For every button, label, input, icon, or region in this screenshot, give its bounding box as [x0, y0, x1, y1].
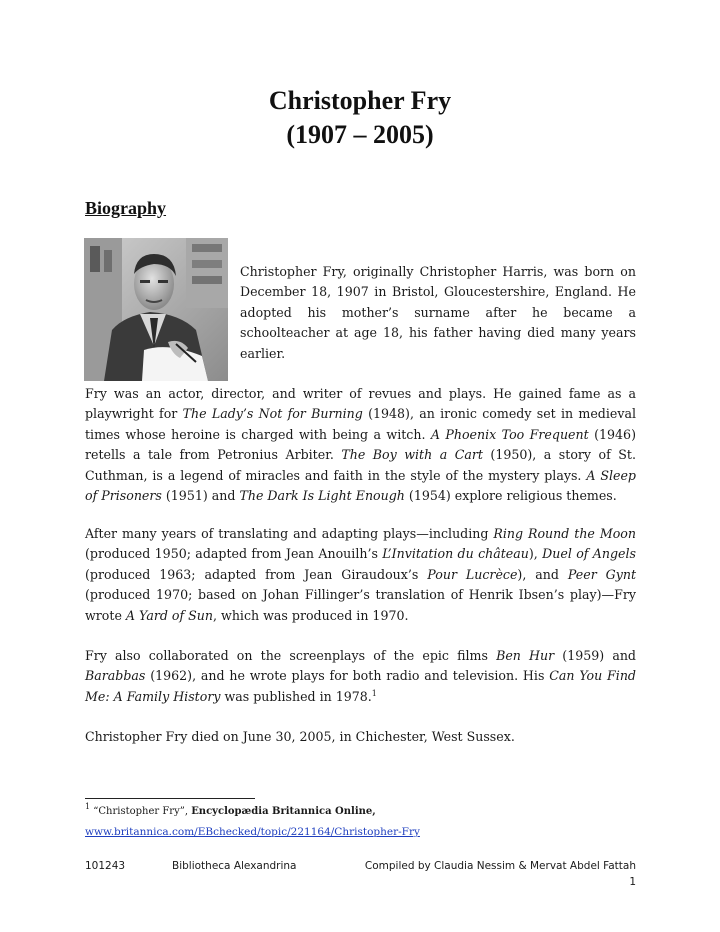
work-title: A Sleep of Prisoners [85, 467, 636, 504]
footer-compiled-by: Compiled by Claudia Nessim & Mervat Abdel Fattah [364, 860, 636, 872]
screenplay-paragraph [85, 646, 636, 707]
text-segment: (1951) and [161, 488, 240, 504]
text-segment: (1962), and he wrote plays for both radio and television. His [145, 668, 550, 684]
text-segment: , which was produced in 1970. [213, 607, 409, 623]
work-title: The Boy with a Cart [341, 447, 483, 463]
footnote [85, 802, 376, 817]
work-title: Barabbas [85, 668, 146, 684]
text-segment: (1948), an ironic comedy set in medieval times whose heroine is charged with being a witch. [85, 406, 636, 442]
text-segment: Fry was an actor, director, and writer of revues and plays. He gained fame as a playwright for [85, 386, 636, 422]
text-segment: (produced 1970; based on Johan Fillinger’s translation of Henrik Ibsen’s play)—Fry wrote [85, 587, 636, 623]
work-title: A Phoenix Too Frequent [430, 426, 589, 442]
text-segment: (1954) explore religious themes. [404, 488, 617, 504]
text-segment: After many years of translating and adapting plays—including [85, 526, 494, 541]
work-title: L’Invitation du château [382, 546, 529, 562]
text-segment: ), [528, 546, 543, 562]
footnote-source: Encyclopædia Britannica Online, [191, 806, 376, 817]
footer-code: 101243 [85, 860, 126, 872]
author-photo [84, 238, 228, 381]
work-title: Can You Find Me: A Family History [85, 668, 636, 704]
section-heading: Biography [85, 198, 167, 218]
work-title: Peer Gynt [567, 566, 637, 582]
portrait-image [84, 238, 228, 381]
footnote-url-link[interactable]: www.britannica.com/EBchecked/topic/221164/Christopher-Fry [85, 826, 420, 838]
work-title: The Dark Is Light Enough [239, 488, 405, 504]
death-paragraph: Christopher Fry died on June 30, 2005, in Chichester, West Sussex. [85, 729, 515, 744]
text-segment: was published in 1978. [220, 688, 372, 704]
text-segment: (1946) retells a tale from Petronius Arbiter. [85, 426, 636, 463]
text-segment: (produced 1950; adapted from Jean Anouilh’s [85, 546, 383, 562]
work-title: A Yard of Sun [125, 607, 214, 623]
text-segment: Fry also collaborated on the screenplays of the epic films [85, 648, 497, 663]
text-segment: ), and [517, 566, 568, 582]
text-segment: (1959) and [554, 648, 636, 663]
work-title: Ring Round the Moon [493, 526, 636, 541]
career-paragraph [85, 384, 636, 506]
work-title: Duel of Angels [542, 546, 636, 562]
page-subtitle-years: (1907 – 2005) [286, 120, 434, 149]
page-number: 1 [629, 876, 636, 888]
footnote-quote: “Christopher Fry”, [90, 806, 192, 817]
work-title: The Lady’s Not for Burning [182, 406, 363, 422]
text-segment: (1950), a story of St. Cuthman, is a legend of miracles and faith in the style of the mystery plays. [85, 447, 636, 483]
page-title: Christopher Fry [268, 86, 452, 115]
footnote-mark: 1 [85, 802, 91, 811]
work-title: Ben Hur [496, 648, 555, 663]
footer-library: Bibliotheca Alexandrina [172, 860, 297, 872]
footnote-reference[interactable]: 1 [371, 688, 377, 698]
intro-paragraph [240, 262, 636, 364]
translation-paragraph [85, 524, 636, 626]
intro-text: Christopher Fry, originally Christopher Harris, was born on December 18, 1907 in Bristol, Gloucestershire, England. He adopted his mother’s surname after he became a schoolteacher at age 18, his father having died many years earlier. [240, 264, 636, 361]
footnote-divider [85, 798, 255, 799]
text-segment: (produced 1963; adapted from Jean Giraudoux’s [85, 566, 428, 582]
work-title: Pour Lucrèce [427, 566, 518, 582]
